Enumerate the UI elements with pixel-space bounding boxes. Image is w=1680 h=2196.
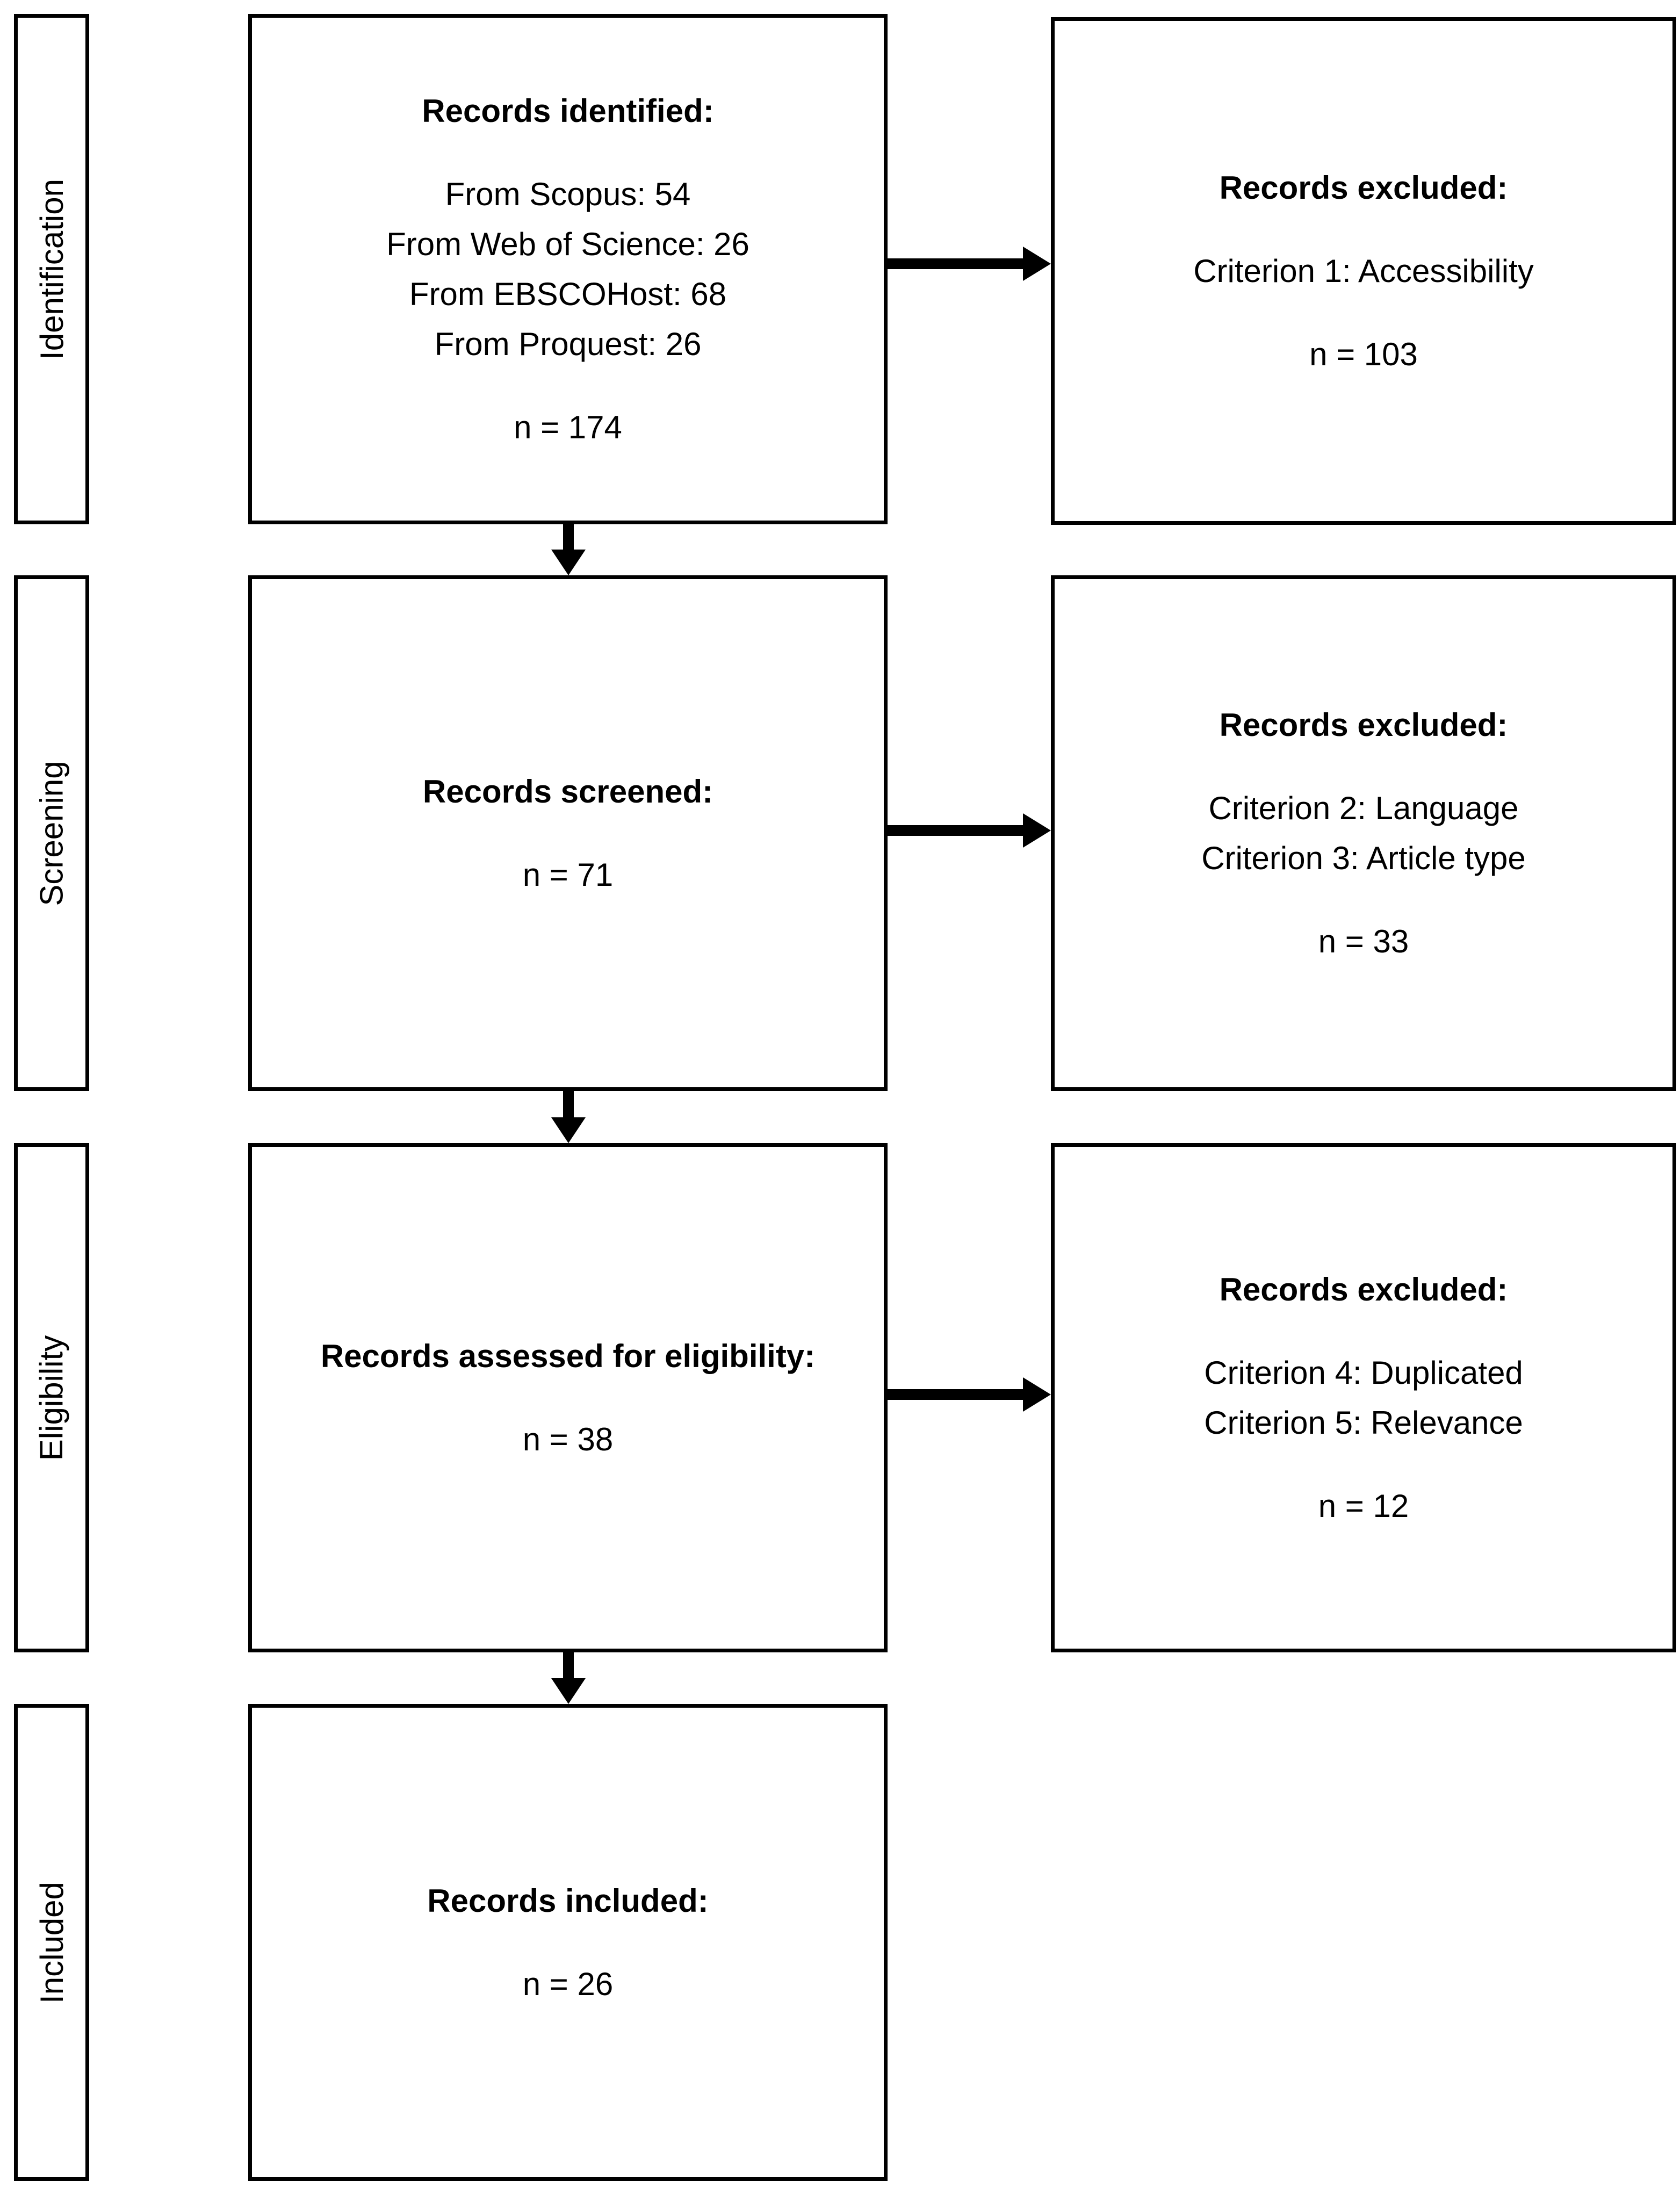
- box-title: Records identified:: [422, 93, 714, 129]
- source-count-line: From Web of Science: 26: [386, 226, 749, 262]
- arrow-assessed-to-excluded: [888, 1389, 1023, 1400]
- records-included-box: [248, 1704, 888, 2181]
- records-excluded-box-1: [1051, 17, 1676, 525]
- stage-eligibility: [14, 1143, 89, 1652]
- stage-identification: [14, 14, 89, 524]
- records-excluded-box-2: [1051, 575, 1676, 1091]
- stage-included: [14, 1704, 89, 2181]
- criterion-line: Criterion 2: Language: [1208, 790, 1519, 826]
- box-title: Records screened:: [422, 774, 713, 810]
- box-title: Records included:: [427, 1883, 709, 1919]
- criterion-line: Criterion 3: Article type: [1201, 840, 1526, 876]
- box-title: Records assessed for eligibility:: [320, 1338, 816, 1374]
- stage-screening: [14, 575, 89, 1091]
- record-count: n = 12: [1318, 1488, 1409, 1524]
- records-excluded-box-3: [1051, 1143, 1676, 1652]
- records-assessed-box: [248, 1143, 888, 1652]
- record-count: n = 33: [1318, 923, 1409, 959]
- arrow-screened-to-excluded: [888, 825, 1023, 836]
- record-count: n = 26: [522, 1966, 614, 2002]
- box-title: Records excluded:: [1219, 170, 1508, 206]
- box-title: Records excluded:: [1219, 707, 1508, 743]
- arrow-screened-to-assessed: [563, 1091, 574, 1117]
- stage-label: Included: [33, 1881, 70, 2004]
- records-identified-box: [248, 14, 888, 524]
- records-screened-box: [248, 575, 888, 1091]
- arrow-identified-to-screened: [563, 524, 574, 550]
- record-count: n = 103: [1309, 336, 1418, 372]
- stage-label: Screening: [33, 760, 70, 906]
- criterion-line: Criterion 1: Accessibility: [1193, 253, 1534, 289]
- record-count: n = 174: [514, 409, 622, 445]
- record-count: n = 38: [522, 1421, 614, 1457]
- source-count-line: From EBSCOHost: 68: [409, 276, 727, 312]
- record-count: n = 71: [522, 857, 614, 893]
- stage-label: Identification: [33, 178, 70, 360]
- stage-label: Eligibility: [33, 1335, 70, 1461]
- source-count-line: From Scopus: 54: [445, 176, 691, 212]
- arrow-identified-to-excluded: [888, 258, 1023, 269]
- box-title: Records excluded:: [1219, 1272, 1508, 1308]
- source-count-line: From Proquest: 26: [434, 326, 702, 362]
- criterion-line: Criterion 5: Relevance: [1204, 1405, 1523, 1441]
- arrow-assessed-to-included: [563, 1652, 574, 1678]
- criterion-line: Criterion 4: Duplicated: [1204, 1355, 1523, 1391]
